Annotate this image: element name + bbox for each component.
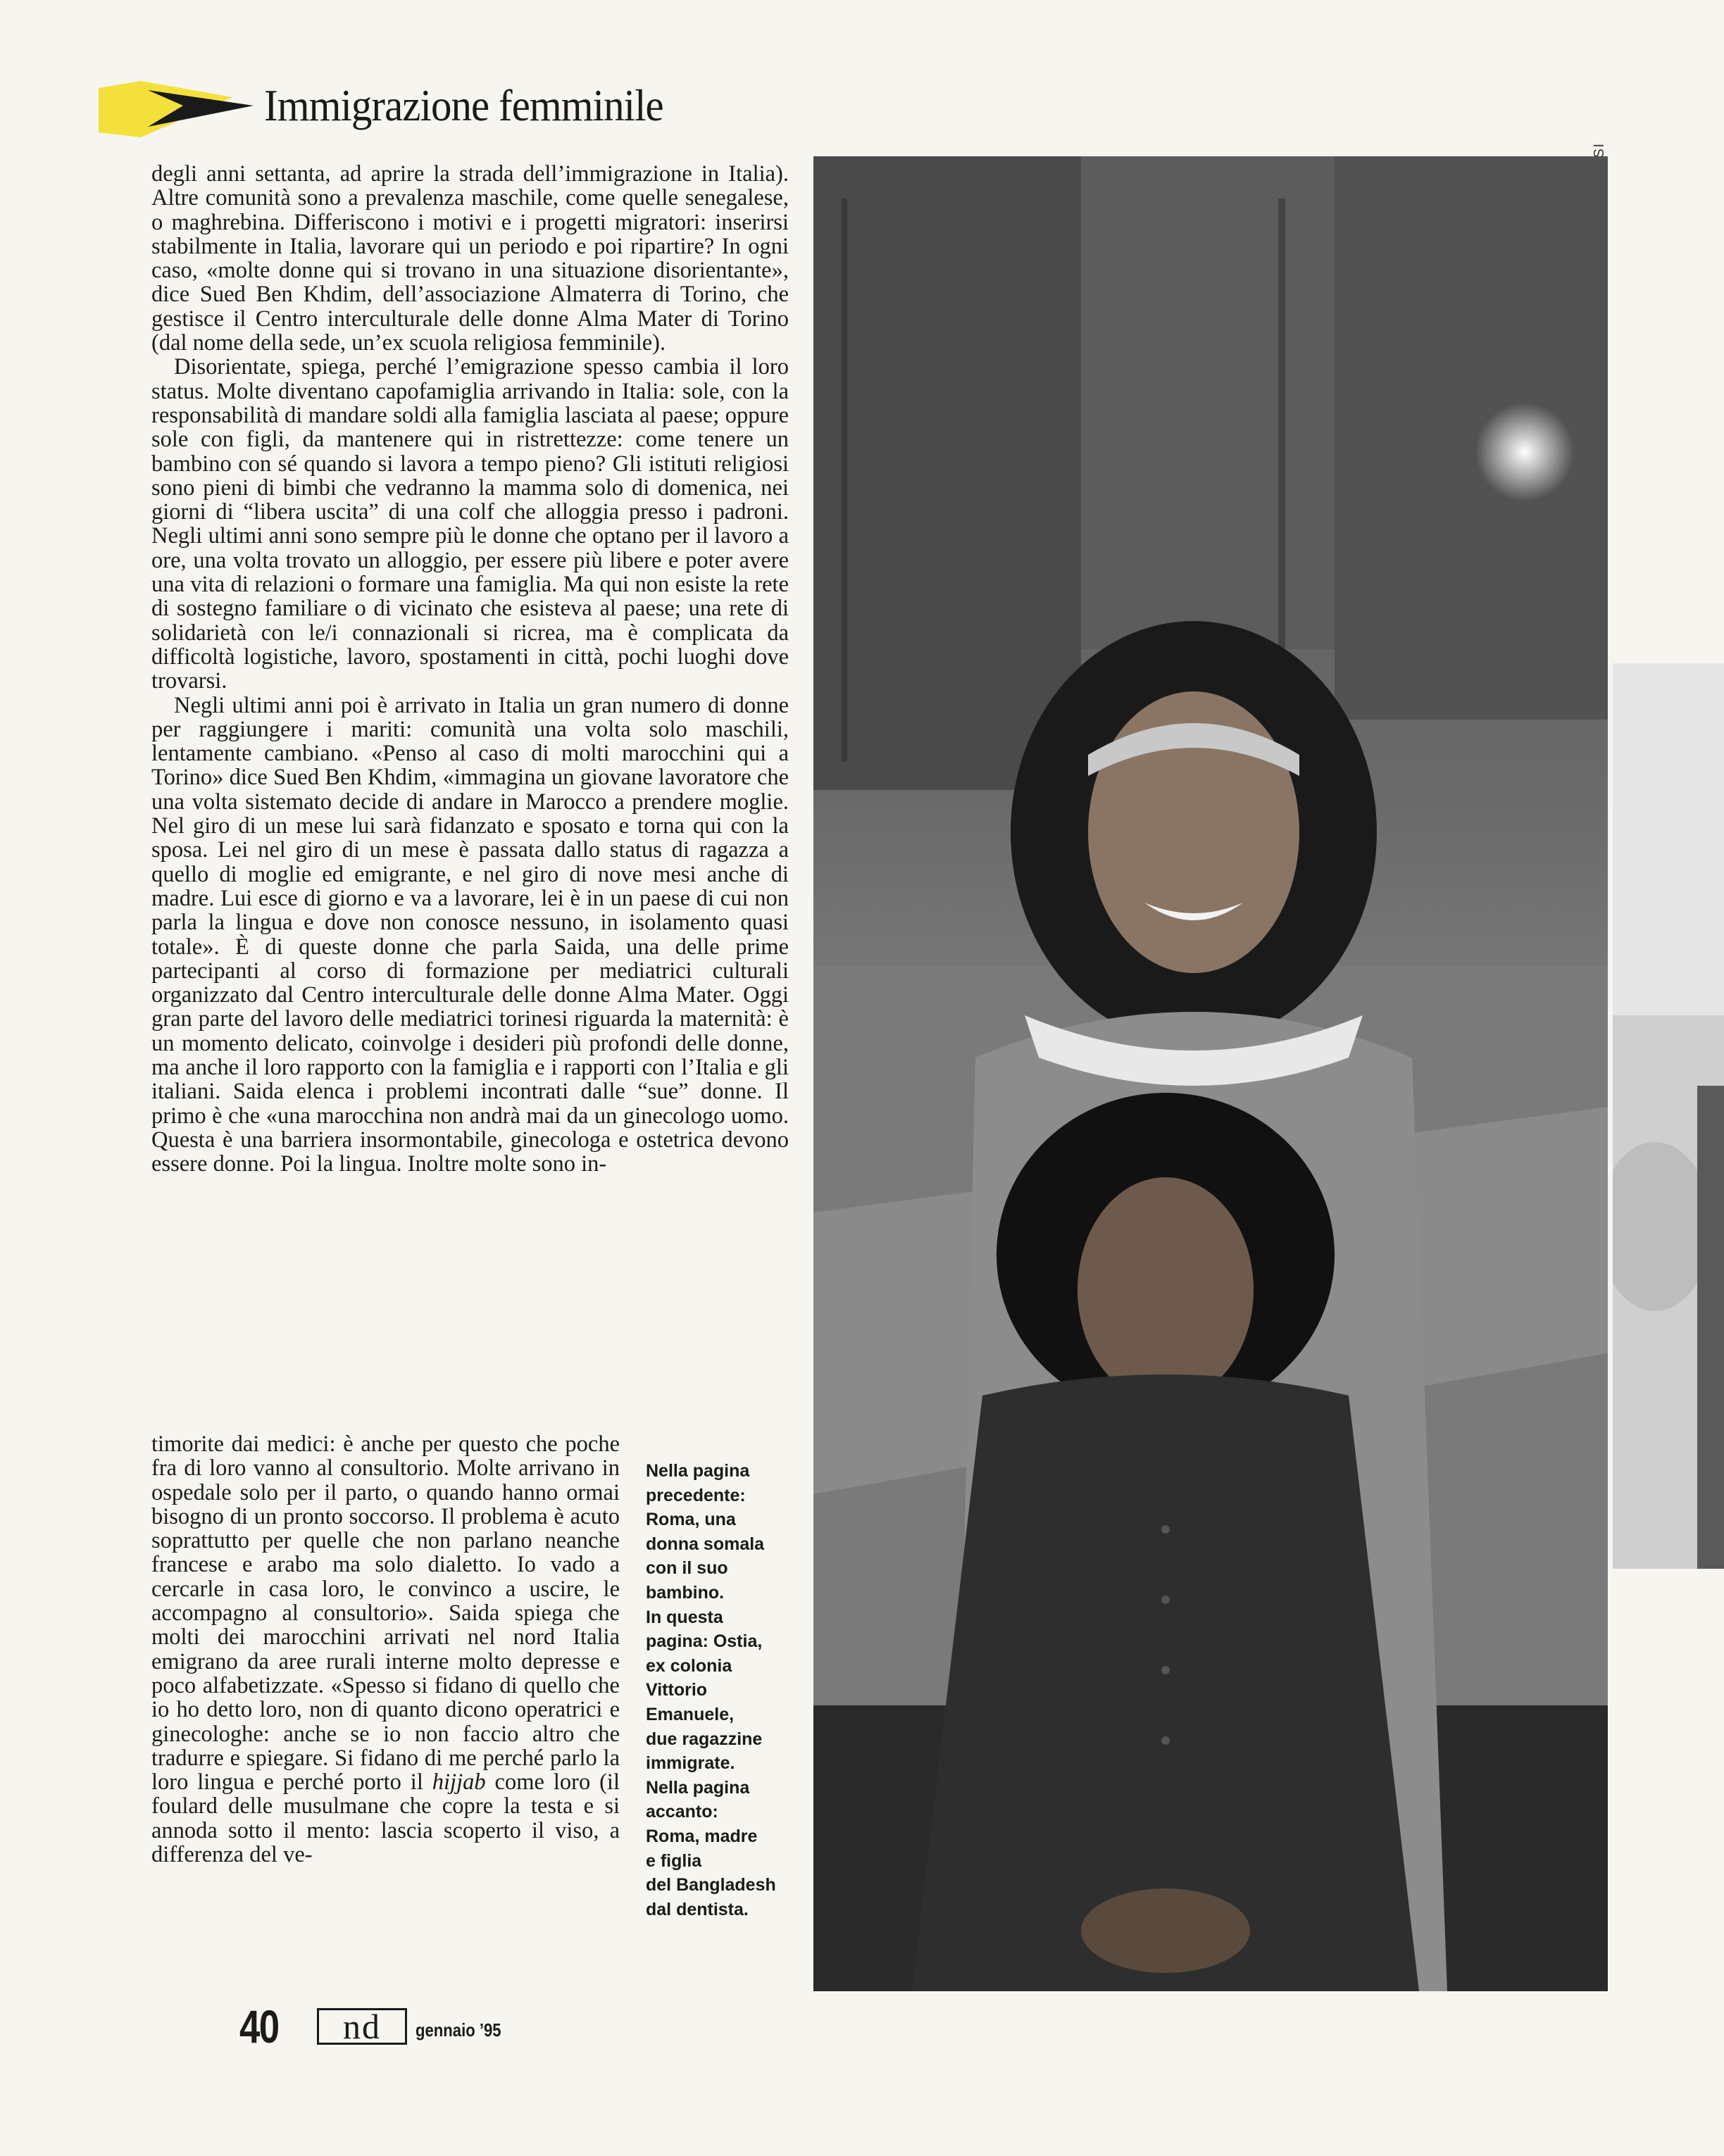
caption-line: Roma, madre [646,1826,758,1846]
article-body-continued [151,1432,620,1867]
caption-line: dal dentista. [646,1899,749,1919]
paragraph-1: degli anni settanta, ad aprire la strada dell’immigrazione in Italia). Altre comunità sono a prevalenza maschile, come quelle senegalese, o maghrebina. Differiscono i motivi e i progetti migratori: inserirsi stabilmente in Italia, lavorare qui un periodo e poi ripartire? In ogni caso, «molte donne qui si trovano in una situazione disorientante», dice Sued Ben Khdim, dell’associazione Almaterra di Torino, che gestisce il Centro interculturale delle donne Alma Mater di Torino (dal nome della sede, un’ex scuola religiosa femminile). [151,161,789,356]
caption-line: Roma, una [646,1510,736,1530]
caption-line: In questa [646,1607,723,1627]
caption-line: accanto: [646,1802,718,1822]
caption-line: ex colonia [646,1655,732,1676]
paragraph-3: Negli ultimi anni poi è arrivato in Italia un gran numero di donne per raggiungere i mariti: comunità una volta solo maschili, lentamente cambiano. «Penso al caso di molti marocchini qui a Torino» dice Sued Ben Khdim, «immagina un giovane lavoratore che una volta sistemato decide di andare in Marocco a prendere moglie. Nel giro di un mese lui sarà fidanzato e sposato e torna qui con la sposa. Lei nel giro di un mese è passata dallo status di ragazza a quello di moglie ed emigrante, e nel giro di nove mesi anche di madre. Lui esce di giorno e va a lavorare, lei è in un paese di cui non parla la lingua e dove non conosce nessuno, in isolamento quasi totale». È di queste donne che parla Saida, una delle prime partecipanti al corso di formazione per mediatrici culturali organizzato dal Centro interculturale delle donne Alma Mater. Oggi gran parte del lavoro delle mediatrici torinesi riguarda la maternità: è un momento delicato, coinvolge i desideri più profondi delle donne, ma anche il loro rapporto con la famiglia e i rapporti con l’Italia e gli italiani. Saida elenca i problemi incontrati dalle “sue” donne. Il primo è che «una marocchina non andrà mai da un ginecologo uomo. Questa è una barriera insormontabile, ginecologa e ostetrica devono essere donne. Poi la lingua. Inoltre molte sono in- [151,692,789,1177]
caption-line: precedente: [646,1485,746,1505]
caption-line: Nella pagina [646,1461,750,1481]
paragraph-continued [151,1432,620,1867]
photo-two-girls [813,156,1608,1991]
adjacent-photo-edge [1613,663,1724,1569]
section-title: Immigrazione femminile [264,80,663,130]
caption-line: Emanuele, [646,1704,735,1724]
section-header [99,70,803,148]
text-run: come loro (il foulard delle musulmane che copre la testa e si annoda sotto il mento: lascia scoperto il viso, a differenza del ve- [151,1769,620,1868]
caption-line: donna somala [646,1534,765,1554]
magazine-logo: nd [317,2008,407,2045]
page-number: 40 [239,2000,279,2052]
text-run: timorite dai medici: è anche per questo che poche fra di loro vanno al consultorio. Molte arrivano in ospedale solo per il parto, o quando hanno ormai bisogno di un pronto soccorso. Il problema è acuto soprattutto per quelle che non parlano neanche francese e arabo ma solo dialetto. Io vado a cercarle in casa loro, le convinco a uscire, le accompagno al consultorio». Saida spiega che molti dei marocchini arrivati nel nord Italia emigrano da aree rurali interne molto depresse e poco alfabetizzate. «Spesso si fidano di quello che io ho detto loro, non di quanto dicono operatrici e ginecologhe: anche se io non faccio altro che tradurre e spiegare. Si fidano di me perché parlo la loro lingua e perché porto il [151,1431,620,1795]
caption-line: Nella pagina [646,1777,750,1798]
caption-line: pagina: Ostia, [646,1631,763,1652]
paragraph-2: Disorientate, spiega, perché l’emigrazione spesso cambia il loro status. Molte diventano capofamiglia arrivando in Italia: sole, con la responsabilità di mandare soldi alla famiglia lasciata al paese; oppure sole con figli, da mantenere qui in ristrettezze: come tenere un bambino con sé quando si lavora a tempo pieno? Gli istituti religiosi sono pieni di bimbi che vedranno la mamma solo di domenica, nei giorni di “libera uscita” di una colf che alloggia presso i padroni. Negli ultimi anni sono sempre più le donne che optano per il lavoro a ore, una volta trovato un alloggio, per essere più libere e poter avere una vita di relazioni o formare una famiglia. Ma qui non esiste la rete di sostegno familiare o di vicinato che esisteva al paese; una rete di solidarietà con le/i connazionali si ricrea, ma è complicata da difficoltà logistiche, lavoro, spostamenti in città, pochi luoghi dove trovarsi. [151,354,789,694]
caption-line: due ragazzine [646,1729,763,1749]
caption-line: immigrate. [646,1753,735,1774]
arrow-icon [99,77,261,141]
caption-line: Vittorio [646,1680,708,1700]
photo-caption [646,1459,797,1922]
photo-fragment [1613,663,1724,1569]
issue-date: gennaio ’95 [416,2019,501,2041]
article-body [151,162,789,1176]
caption-line: e figlia [646,1850,702,1871]
italic-term: hijjab [432,1769,486,1795]
caption-line: con il suo [646,1558,728,1579]
main-photo [813,156,1608,1991]
caption-line: bambino. [646,1582,725,1603]
caption-line: del Bangladesh [646,1875,776,1895]
